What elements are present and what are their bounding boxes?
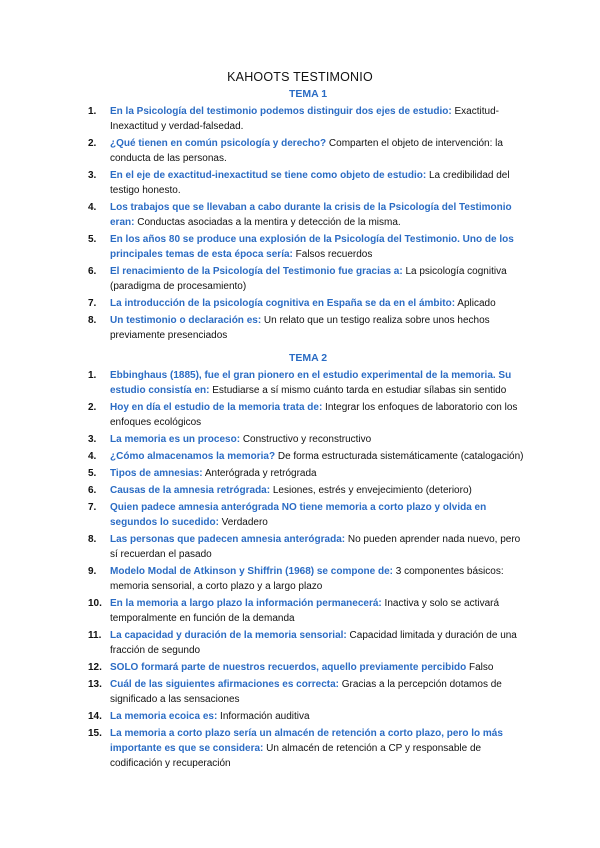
question-list bbox=[88, 368, 528, 771]
section-tema-1 bbox=[88, 88, 528, 345]
item-number: 12. bbox=[88, 662, 102, 673]
list-item bbox=[88, 532, 528, 562]
answer-text: Inactiva y solo se activará temporalmente en función de la demanda bbox=[110, 598, 500, 624]
section-title: TEMA 1 bbox=[288, 88, 328, 100]
question-text: Hoy en día el estudio de la memoria trata de: bbox=[110, 402, 323, 413]
item-number: 13. bbox=[88, 679, 102, 690]
item-number: 6. bbox=[88, 266, 97, 277]
question-text: ¿Qué tienen en común psicología y derecho? bbox=[110, 138, 327, 149]
section-title: TEMA 2 bbox=[288, 352, 328, 364]
item-number: 7. bbox=[88, 502, 97, 513]
question-text: Quien padece amnesia anterógrada NO tiene memoria a corto plazo y olvida en segundos lo sucedido: bbox=[110, 502, 487, 528]
question-text: Las personas que padecen amnesia anterógrada: bbox=[110, 534, 346, 545]
list-item bbox=[88, 466, 528, 481]
answer-text: Comparten el objeto de intervención: la conducta de las personas. bbox=[110, 138, 503, 164]
item-number: 8. bbox=[88, 315, 97, 326]
item-number: 15. bbox=[88, 728, 102, 739]
list-item bbox=[88, 500, 528, 530]
list-item bbox=[88, 449, 528, 464]
item-number: 3. bbox=[88, 434, 97, 445]
list-item bbox=[88, 564, 528, 594]
item-number: 1. bbox=[88, 106, 97, 117]
answer-text: Gracias a la percepción dotamos de significado a las sensaciones bbox=[110, 679, 502, 705]
answer-text: Lesiones, estrés y envejecimiento (deterioro) bbox=[270, 485, 472, 496]
answer-text: Integrar los enfoques de laboratorio con los enfoques ecológicos bbox=[110, 402, 518, 428]
question-text: Cuál de las siguientes afirmaciones es correcta: bbox=[110, 679, 339, 690]
list-item bbox=[88, 660, 528, 675]
list-item bbox=[88, 368, 528, 398]
list-item bbox=[88, 400, 528, 430]
answer-text: La psicología cognitiva (paradigma de procesamiento) bbox=[110, 266, 507, 292]
item-number: 3. bbox=[88, 170, 97, 181]
question-text: Tipos de amnesias: bbox=[110, 468, 203, 479]
answer-text: Capacidad limitada y duración de una fracción de segundo bbox=[110, 630, 517, 656]
question-text: Un testimonio o declaración es: bbox=[110, 315, 262, 326]
answer-text: No pueden aprender nada nuevo, pero sí recuerdan el pasado bbox=[110, 534, 521, 560]
answer-text: Falso bbox=[466, 662, 494, 673]
answer-text: Conductas asociadas a la mentira y detección de la misma. bbox=[134, 217, 401, 228]
question-text: La introducción de la psicología cognitiva en España se da en el ámbito: bbox=[110, 298, 456, 309]
list-item bbox=[88, 596, 528, 626]
question-text: Ebbinghaus (1885), fue el gran pionero en el estudio experimental de la memoria. Su estudio consistía en: bbox=[110, 370, 512, 396]
list-item bbox=[88, 104, 528, 134]
question-text: En los años 80 se produce una explosión de la Psicología del Testimonio. Uno de los principales temas de esta época sería: bbox=[110, 234, 514, 260]
answer-text: Estudiarse a sí mismo cuánto tarda en estudiar sílabas sin sentido bbox=[209, 385, 507, 396]
list-item bbox=[88, 432, 528, 447]
answer-text: Aplicado bbox=[455, 298, 496, 309]
answer-text: Exactitud-Inexactitud y verdad-falsedad. bbox=[110, 106, 499, 132]
question-text: En el eje de exactitud-inexactitud se tiene como objeto de estudio: bbox=[110, 170, 427, 181]
list-item bbox=[88, 168, 528, 198]
question-text: El renacimiento de la Psicología del Testimonio fue gracias a: bbox=[110, 266, 403, 277]
list-item bbox=[88, 264, 528, 294]
item-number: 14. bbox=[88, 711, 102, 722]
item-number: 10. bbox=[88, 598, 102, 609]
item-number: 2. bbox=[88, 138, 97, 149]
question-text: La memoria es un proceso: bbox=[110, 434, 241, 445]
question-list bbox=[88, 104, 528, 343]
item-number: 11. bbox=[88, 630, 102, 641]
item-number: 9. bbox=[88, 566, 97, 577]
answer-text: Un almacén de retención a CP y responsable de codificación y recuperación bbox=[110, 743, 482, 769]
answer-text: 3 componentes básicos: memoria sensorial, a corto plazo y a largo plazo bbox=[110, 566, 504, 592]
question-text: En la Psicología del testimonio podemos distinguir dos ejes de estudio: bbox=[110, 106, 452, 117]
list-item bbox=[88, 483, 528, 498]
question-text: Causas de la amnesia retrógrada: bbox=[110, 485, 271, 496]
answer-text: De forma estructurada sistemáticamente (catalogación) bbox=[275, 451, 524, 462]
item-number: 1. bbox=[88, 370, 97, 381]
item-number: 4. bbox=[88, 451, 97, 462]
answer-text: La credibilidad del testigo honesto. bbox=[110, 170, 510, 196]
answer-text: Falsos recuerdos bbox=[292, 249, 373, 260]
answer-text: Un relato que un testigo realiza sobre unos hechos previamente presenciados bbox=[110, 315, 490, 341]
list-item bbox=[88, 709, 528, 724]
list-item bbox=[88, 677, 528, 707]
section-tema-2 bbox=[88, 352, 528, 773]
item-number: 2. bbox=[88, 402, 97, 413]
question-text: En la memoria a largo plazo la información permanecerá: bbox=[110, 598, 382, 609]
list-item bbox=[88, 136, 528, 166]
answer-text: Verdadero bbox=[218, 517, 268, 528]
item-number: 8. bbox=[88, 534, 97, 545]
item-number: 6. bbox=[88, 485, 97, 496]
question-text: Modelo Modal de Atkinson y Shiffrin (1968) se compone de: bbox=[110, 566, 393, 577]
list-item bbox=[88, 200, 528, 230]
answer-text: Constructivo y reconstructivo bbox=[240, 434, 372, 445]
item-number: 4. bbox=[88, 202, 97, 213]
item-number: 5. bbox=[88, 234, 97, 245]
question-text: ¿Cómo almacenamos la memoria? bbox=[110, 451, 276, 462]
list-item bbox=[88, 726, 528, 771]
question-text: La memoria a corto plazo sería un almacén de retención a corto plazo, pero lo más importante es que se considera: bbox=[110, 728, 503, 754]
list-item bbox=[88, 628, 528, 658]
list-item bbox=[88, 296, 528, 311]
question-text: La capacidad y duración de la memoria sensorial: bbox=[110, 630, 347, 641]
item-number: 5. bbox=[88, 468, 97, 479]
answer-text: Información auditiva bbox=[217, 711, 310, 722]
question-text: Los trabajos que se llevaban a cabo durante la crisis de la Psicología del Testimonio eran: bbox=[110, 202, 512, 228]
list-item bbox=[88, 313, 528, 343]
list-item bbox=[88, 232, 528, 262]
document-title: KAHOOTS TESTIMONIO bbox=[227, 70, 373, 84]
item-number: 7. bbox=[88, 298, 97, 309]
question-text: La memoria ecoica es: bbox=[110, 711, 218, 722]
answer-text: Anterógrada y retrógrada bbox=[202, 468, 317, 479]
question-text: SOLO formará parte de nuestros recuerdos, aquello previamente percibido bbox=[110, 662, 467, 673]
